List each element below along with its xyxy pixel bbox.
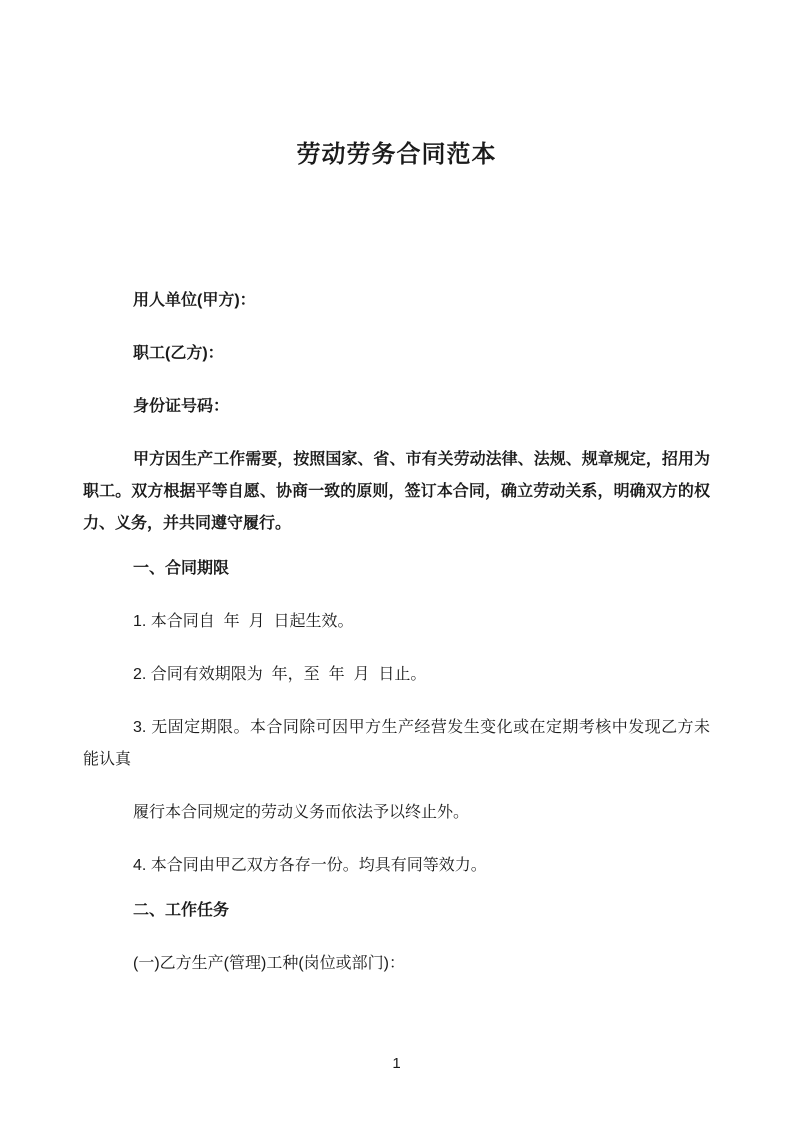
section-2-heading: 二、工作任务	[133, 902, 230, 919]
intro-paragraph: 甲方因生产工作需要，按照国家、省、市有关劳动法律、法规、规章规定，招用为职工。双方根据平等自愿、协商一致的原则，签订本合同，确立劳动关系，明确双方的权力、义务，并共同遵守履行。	[83, 451, 710, 532]
page-number: 1	[392, 1055, 401, 1072]
section-1-heading: 一、合同期限	[133, 560, 230, 577]
clause-job-position: (一)乙方生产(管理)工种(岗位或部门)：	[133, 955, 405, 972]
document-title: 劳动劳务合同范本	[296, 141, 497, 168]
party-a-label: 用人单位(甲方)：	[133, 292, 256, 309]
clause-copies: 4. 本合同由甲乙双方各存一份。均具有同等效力。	[133, 857, 487, 874]
clause-open-term-continuation: 履行本合同规定的劳动义务而依法予以终止外。	[133, 804, 470, 821]
id-number-label: 身份证号码：	[133, 398, 230, 415]
party-b-label: 职工(乙方)：	[133, 345, 224, 362]
clause-effective-date: 1. 本合同自 年 月 日起生效。	[133, 613, 354, 630]
clause-validity-period: 2. 合同有效期限为 年，至 年 月 日止。	[133, 666, 427, 683]
clause-open-term: 3. 无固定期限。本合同除可因甲方生产经营发生变化或在定期考核中发现乙方未能认真	[83, 719, 710, 768]
